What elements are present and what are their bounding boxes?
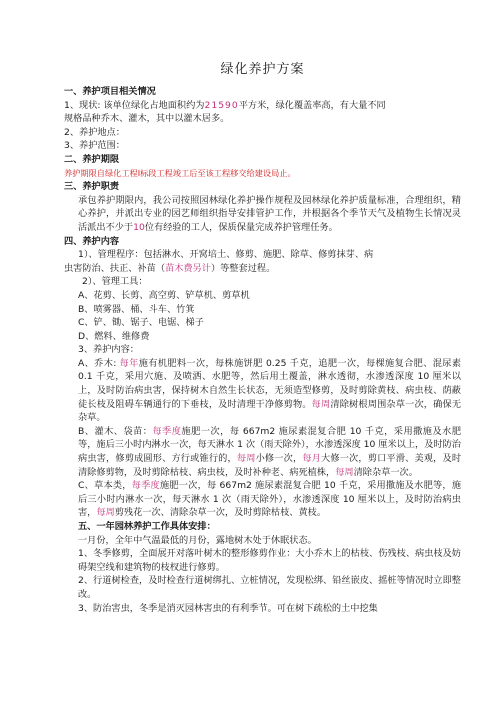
- highlight-text: 每季度: [131, 480, 160, 492]
- highlight-text: 每季度: [152, 425, 182, 437]
- paragraph: [64, 99, 461, 113]
- section-heading: 三、养护职责: [64, 181, 120, 193]
- paragraph: 3、养护内容：: [78, 344, 139, 356]
- document-title: 绿化养护方案: [220, 62, 305, 77]
- text-span: C、草本类，: [78, 480, 132, 492]
- worker-count: 10: [133, 221, 145, 233]
- text-span: ）等整套过程。: [211, 262, 276, 274]
- area-number: 21590: [204, 99, 239, 111]
- paragraph: 2、养护地点：: [64, 126, 125, 138]
- text-span: 1、现状: 该单位绿化占地面积约为: [64, 99, 205, 111]
- paragraph-herbs: [64, 479, 461, 520]
- highlight-text: 苗木费另计: [165, 262, 211, 274]
- text-span: 大修一次，剪口平滑、美观，及时清除修剪物，及时剪除枯枝、病虫枝，及时补种老、病死植株，: [78, 453, 462, 478]
- section-heading: 二、养护期限: [64, 153, 120, 165]
- paragraph: 一月份，全年中气温最低的月份，露地树木处于休眠状态。: [78, 534, 317, 546]
- paragraph: 1、冬季修剪，全面展开对落叶树木的整形修剪作业：大小乔木上的枯枝、伤残枝、病虫枝及妨碍架空线和建筑物的枝杈进行修剪。: [78, 548, 461, 573]
- highlight-text: 每周: [335, 466, 354, 478]
- text-span: 施有机肥料一次，每株施饼肥 0.25 千克，追肥一次，每棵施复合肥、混尿素 0.1 千克，采用穴施、及喷洒、水肥等，然后用土覆盖，淋水透彻，水渗透深度 10 厘米以上，及时防治病虫害，保持树木自然生长状态，无须造型修剪，及时剪除黄枝、病虫枝、荫蔽徒长枝及阻碍车辆通行的下垂枝，及时清理干净修剪物。: [78, 357, 462, 410]
- paragraph: 1）、管理程序：包括淋水、开窝培土、修剪、施肥、除草、修剪抹芽、病: [78, 249, 374, 261]
- tool-item: D、燃料、维修费: [78, 330, 150, 342]
- text-span: 剪残花一次、清除杂草一次，及时剪除枯枝、黄枝。: [114, 507, 327, 519]
- text-span: 位有经验的工人，保质保量完成养护管理任务。: [144, 221, 338, 233]
- section-heading: 一、养护项目相关情况: [64, 86, 156, 97]
- text-span: 施肥一次，每 667m2 施尿素混复合肥 10 千克，采用撒施及水肥等，施后三小时内淋水一次，每天淋水 1 次（雨天除外），水渗透深度 10 厘米以上，及时防治病虫害，修剪成圆形、方行或锥行的，: [78, 425, 462, 465]
- highlight-text: 每月: [302, 453, 322, 465]
- tool-item: B、喷雾器、桶、斗车、竹箕: [78, 303, 195, 315]
- text-span: 承包养护期限内，我公司按照园林绿化养护操作规程及园林绿化养护质量标准，合理组织，精心养护，并派出专业的园艺师组织指导安排管护工作，并根据各个季节天气及植物生长情况灵活派出不少于: [78, 194, 461, 233]
- text-span: 平方米，绿化覆盖率高，有大量不同: [238, 99, 386, 111]
- text-span: 清除树根周围杂草一次，确保无杂草。: [78, 398, 462, 424]
- paragraph: 2、行道树检查，及时检查行道树绑扎、立桩情况，发现松绑、铅丝嵌皮、摇桩等情况时立即整改。: [78, 575, 461, 600]
- text-span: 施肥一次，每 667m2 施尿素混复合肥 10 千克，采用撒施及水肥等，施后三小时内淋水一次，每天淋水 1 次（雨天除外），水渗透深度 10 厘米以上，及时防治病虫害，: [78, 480, 462, 519]
- text-span: 清除杂草一次。: [353, 466, 418, 478]
- highlight-text: 每年: [119, 357, 139, 369]
- period-text: 养护期限自绿化工程Ⅰ标段工程竣工后至该工程移交给建设局止。: [64, 167, 296, 178]
- tool-item: A、花剪、长剪、高空剪、铲草机、剪草机: [78, 289, 250, 301]
- highlight-text: 每周: [236, 453, 256, 465]
- text-span: 小修一次，: [255, 453, 303, 465]
- text-span: B、灌木、袋苗：: [78, 425, 153, 437]
- highlight-text: 每周: [96, 507, 115, 519]
- tool-item: C、铲、锄、锯子、电锯、梯子: [78, 317, 204, 329]
- paragraph: 2）、管理工具：: [82, 276, 148, 288]
- highlight-text: 每周: [311, 398, 331, 410]
- paragraph: [64, 194, 461, 235]
- paragraph: 规格品种乔木、灌木，其中以灌木居多。: [64, 113, 230, 125]
- paragraph: 3、养护范围：: [64, 140, 125, 152]
- text-span: 虫害防治、扶正、补苗（: [64, 262, 166, 274]
- section-heading: 四、养护内容: [64, 235, 120, 247]
- section-heading: 五、一年园林养护工作具体安排：: [78, 521, 216, 532]
- text-span: A、乔木:: [78, 357, 120, 369]
- paragraph: [64, 262, 461, 276]
- paragraph-trees: [64, 357, 461, 425]
- paragraph: 3、防治害虫，冬季是消灭园林害虫的有利季节。可在树下疏松的土中挖集: [78, 602, 378, 614]
- paragraph-shrubs: [64, 425, 461, 479]
